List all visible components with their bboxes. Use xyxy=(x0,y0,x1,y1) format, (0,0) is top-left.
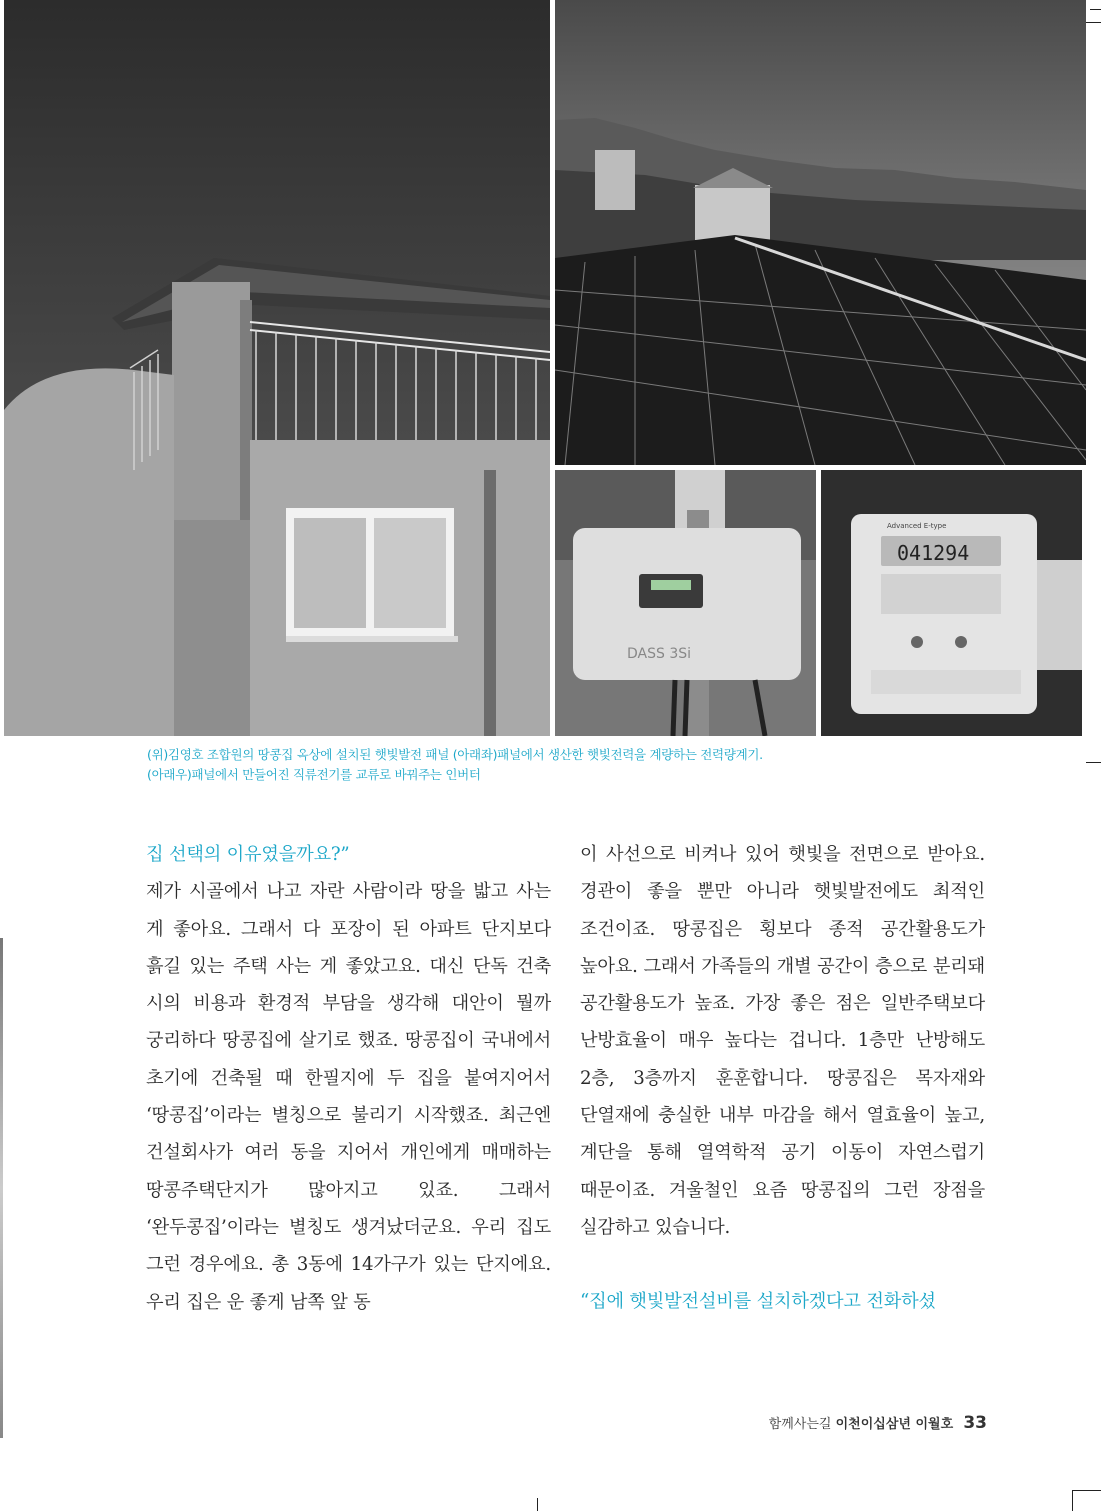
page-number: 33 xyxy=(963,1413,987,1433)
left-column-lead-quote: 집 선택의 이유였을까요?” xyxy=(146,844,350,865)
inverter-brand-label: DASS 3Si xyxy=(627,646,692,662)
inverter-photo xyxy=(555,470,816,736)
caption-line-2: (아래우)패널에서 만들어진 직류전기를 교류로 바꿔주는 인버터 xyxy=(147,767,481,782)
house-photo xyxy=(4,0,550,736)
issue-label: 이천이십삼년 이월호 xyxy=(835,1417,954,1432)
crop-mark xyxy=(1072,1490,1073,1511)
magazine-name: 함께사는길 xyxy=(768,1417,832,1432)
page-footer xyxy=(769,1413,987,1433)
power-meter-photo xyxy=(821,470,1082,736)
meter-header-text: Advanced E-type xyxy=(887,522,947,530)
crop-mark xyxy=(537,1498,538,1511)
crop-mark xyxy=(1090,9,1101,10)
crop-mark xyxy=(1072,1490,1101,1491)
right-column-paragraph: 이 사선으로 비켜나 있어 햇빛을 전면으로 받아요. 경관이 좋을 뿐만 아니라 햇빛발전에도 최적인 조건이죠. 땅콩집은 횡보다 종적 공간활용도가 높아요. 그래서 가족들의 개별 공간이 층으로 분리돼 공간활용도가 높죠. 가장 좋은 점은 일반주택보다 난방효율이 매우 높다는 겁니다. 1층만 난방해도 2층, 3층까지 훈훈합니다. 땅콩집은 목자재와 단열재에 충실한 내부 마감을 해서 열효율이 높고, 계단을 통해 열역학적 공기 이동이 자연스럽기 때문이죠. 겨울철인 요즘 땅콩집의 그런 장점을 실감하고 있습니다. xyxy=(580,844,985,1238)
solar-panels-photo xyxy=(555,0,1086,465)
right-column-next-quote: “집에 햇빛발전설비를 설치하겠다고 전화하셨 xyxy=(580,1291,936,1313)
article-right-column xyxy=(580,836,985,1321)
page-edge-strip xyxy=(0,938,3,1438)
crop-mark xyxy=(1086,762,1101,763)
meter-reading: 041294 xyxy=(897,541,970,565)
article-left-column xyxy=(146,836,551,1321)
caption-line-1: (위)김영호 조합원의 땅콩집 옥상에 설치된 햇빛발전 패널 (아래좌)패널에서 생산한 햇빛전력을 계량하는 전력량계기. xyxy=(147,747,763,762)
photo-caption xyxy=(147,745,947,785)
left-column-paragraph: 제가 시골에서 나고 자란 사람이라 땅을 밟고 사는 게 좋아요. 그래서 다 포장이 된 아파트 단지보다 흙길 있는 주택 사는 게 좋았고요. 대신 단독 건축 시의 비용과 환경적 부담을 생각해 대안이 뭘까 궁리하다 땅콩집에 살기로 했죠. 땅콩집이 국내에서 초기에 건축될 때 한필지에 두 집을 붙여지어서 ‘땅콩집’이라는 별칭으로 불리기 시작했죠. 최근엔 건설회사가 여러 동을 지어서 개인에게 매매하는 땅콩주택단지가 많아지고 있죠. 그래서 ‘완두콩집’이라는 별칭도 생겨났더군요. 우리 집도 그런 경우에요. 총 3동에 14가구가 있는 단지에요. 우리 집은 운 좋게 남쪽 앞 동 xyxy=(146,881,551,1313)
